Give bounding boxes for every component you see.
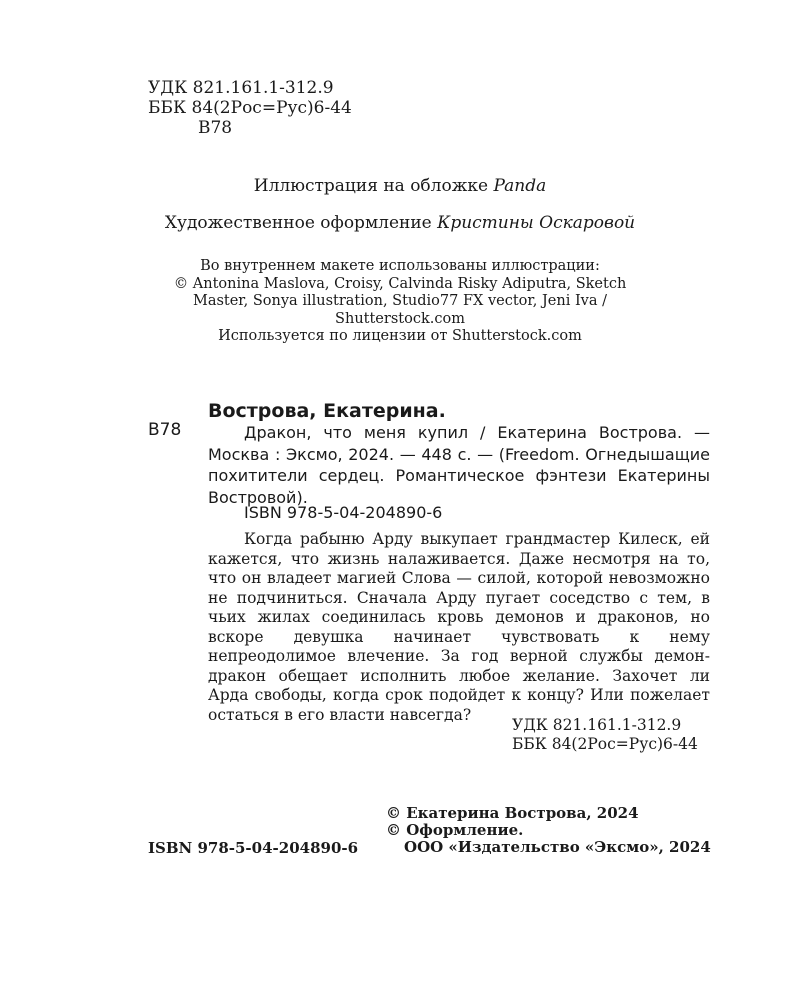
book-annotation: Когда рабыню Арду выкупает грандмастер Килеск, ей кажется, что жизнь налаживается. Даже несмотря на то, что он владеет магией Слова — силой, которой невозможно не подчиниться. Сначала Арду пугает соседство с тем, в чьих жилах соединилась кровь демонов и драконов, но вскоре девушка начинает чувствовать к нему непреодолимое влечение. За год верной службы демон-дракон обещает исполнить любое желание. Захочет ли Арда свободы, когда срок подойдет к концу? Или пожелает остаться в его власти навсегда? xyxy=(208,530,710,724)
bibliography-description-text: Дракон, что меня купил / Екатерина Вострова. — Москва : Эксмо, 2024. — 448 с. — (Freedom. Огнедышащие похитители сердец. Романтическое фэнтези Екатерины Востровой). xyxy=(208,423,710,507)
credits-line: Во внутреннем макете использованы иллюстрации: xyxy=(200,258,600,274)
bbk-code: ББК 84(2Рос=Рус)6-44 xyxy=(512,735,698,753)
udk-code: УДК 821.161.1-312.9 xyxy=(512,716,682,734)
design-credit xyxy=(0,213,800,233)
bibliography-code: В78 xyxy=(148,420,182,440)
copyright-block xyxy=(386,805,711,856)
credits-line: Используется по лицензии от Shutterstock.com xyxy=(218,328,582,344)
udk-code: УДК 821.161.1-312.9 xyxy=(148,78,334,98)
author-mark: В78 xyxy=(198,118,233,138)
credits-line: Master, Sonya illustration, Studio77 FX vector, Jeni Iva / xyxy=(192,293,608,309)
bibliography-isbn: ISBN 978-5-04-204890-6 xyxy=(244,503,443,522)
cover-illustrator-name: Panda xyxy=(493,176,547,196)
designer-name: Кристины Оскаровой xyxy=(437,213,636,233)
top-classification-codes xyxy=(148,78,352,138)
copyright-author: © Екатерина Вострова, 2024 xyxy=(386,804,639,822)
credits-line: © Antonina Maslova, Croisy, Calvinda Risky Adiputra, Sketch xyxy=(173,275,627,292)
interior-illustration-credits xyxy=(150,258,650,346)
bibliography-author: Вострова, Екатерина. xyxy=(208,400,446,422)
credits-line: Shutterstock.com xyxy=(335,310,465,327)
design-label: Художественное оформление xyxy=(164,213,432,233)
copyright-publisher: ООО «Издательство «Эксмо», 2024 xyxy=(404,838,711,856)
cover-illustration-credit xyxy=(0,176,800,196)
isbn-bottom: ISBN 978-5-04-204890-6 xyxy=(148,839,359,857)
bbk-code: ББК 84(2Рос=Рус)6-44 xyxy=(148,98,352,118)
bottom-classification-codes xyxy=(512,716,698,754)
bibliography-description xyxy=(208,422,710,508)
copyright-design: © Оформление. xyxy=(386,821,524,839)
cover-illustration-label: Иллюстрация на обложке xyxy=(253,176,489,196)
